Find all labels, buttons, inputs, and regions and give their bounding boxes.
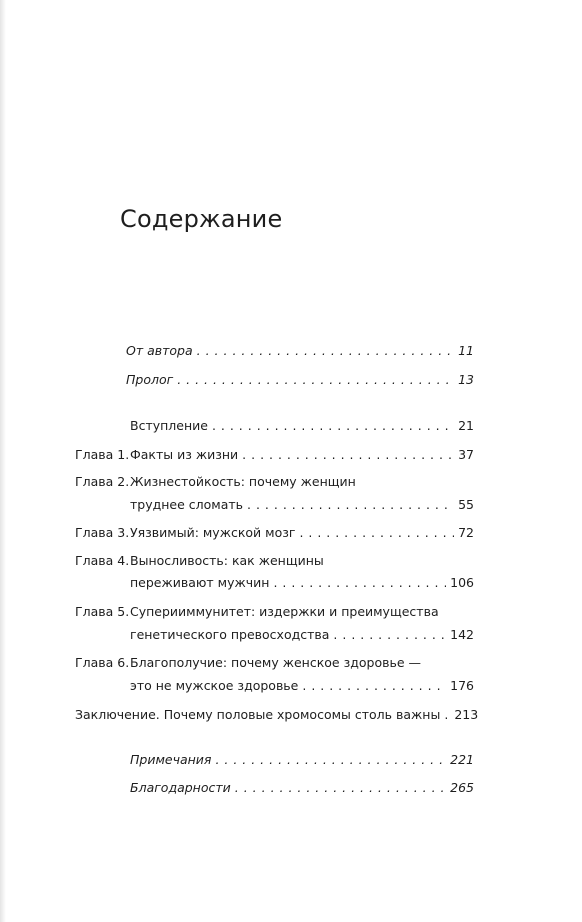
toc-page-number: 72 [458, 525, 474, 540]
page-title: Содержание [120, 205, 283, 233]
toc-entry-introduction[interactable] [130, 418, 474, 434]
dot-leader [215, 752, 446, 768]
toc-page-number: 265 [450, 780, 474, 795]
chapter-number: Глава 5. [75, 604, 130, 619]
toc-entry-chapter-2[interactable] [130, 497, 474, 513]
toc-entry-chapter-4-line1[interactable]: Выносливость: как женщины [130, 553, 324, 568]
chapter-number: Глава 4. [75, 553, 130, 568]
toc-page-number: 55 [458, 497, 474, 512]
toc-entry-label: это не мужское здоровье [130, 678, 299, 693]
toc-entry-chapter-6[interactable] [130, 678, 474, 694]
chapter-number: Глава 2. [75, 474, 130, 489]
toc-entry-chapter-6-line1[interactable]: Благополучие: почему женское здоровье — [130, 655, 422, 670]
toc-entry-prologue[interactable] [126, 372, 474, 388]
toc-entry-label: Примечания [130, 752, 212, 767]
toc-entry-chapter-2-line1[interactable]: Жизнестойкость: почему женщин [130, 474, 356, 489]
toc-entry-chapter-5[interactable] [130, 627, 474, 643]
toc-entry-label: Уязвимый: мужской мозг [130, 525, 296, 540]
page-edge-shadow [0, 0, 6, 922]
toc-entry-label: Факты из жизни [130, 447, 239, 462]
toc-entry-notes[interactable] [130, 752, 474, 768]
dot-leader [299, 525, 454, 541]
toc-entry-label: От автора [126, 343, 193, 358]
dot-leader [235, 780, 446, 796]
dot-leader [444, 707, 450, 723]
dot-leader [197, 343, 454, 359]
toc-page-number: 142 [450, 627, 474, 642]
chapter-number: Глава 3. [75, 525, 130, 540]
dot-leader [247, 497, 454, 513]
toc-page-number: 37 [458, 447, 474, 462]
chapter-number: Глава 1. [75, 447, 130, 462]
toc-entry-label: Заключение. Почему половые хромосомы столь важны [75, 707, 441, 722]
dot-leader [302, 678, 446, 694]
toc-entry-label: генетического превосходства [130, 627, 330, 642]
toc-entry-from-author[interactable] [126, 343, 474, 359]
toc-entry-label: труднее сломать [130, 497, 244, 512]
toc-page-number: 106 [450, 575, 474, 590]
toc-entry-chapter-5-line1[interactable]: Суперииммунитет: издержки и преимущества [130, 604, 439, 619]
toc-entry-chapter-4[interactable] [130, 575, 474, 591]
toc-entry-chapter-3[interactable] [130, 525, 474, 541]
toc-entry-chapter-1[interactable] [130, 447, 474, 463]
dot-leader [242, 447, 454, 463]
toc-entry-label: Вступление [130, 418, 208, 433]
toc-page-number: 13 [458, 372, 474, 387]
dot-leader [333, 627, 446, 643]
toc-page-number: 176 [450, 678, 474, 693]
dot-leader [273, 575, 446, 591]
toc-entry-conclusion[interactable] [75, 707, 479, 723]
toc-page-number: 21 [458, 418, 474, 433]
chapter-number: Глава 6. [75, 655, 130, 670]
dot-leader [177, 372, 454, 388]
toc-entry-label: Благодарности [130, 780, 231, 795]
toc-entry-label: переживают мужчин [130, 575, 270, 590]
toc-entry-acknowledgements[interactable] [130, 780, 474, 796]
dot-leader [212, 418, 454, 434]
toc-entry-label: Пролог [126, 372, 174, 387]
toc-page-number: 213 [454, 707, 479, 722]
toc-page-number: 11 [458, 343, 474, 358]
toc-page-number: 221 [450, 752, 474, 767]
